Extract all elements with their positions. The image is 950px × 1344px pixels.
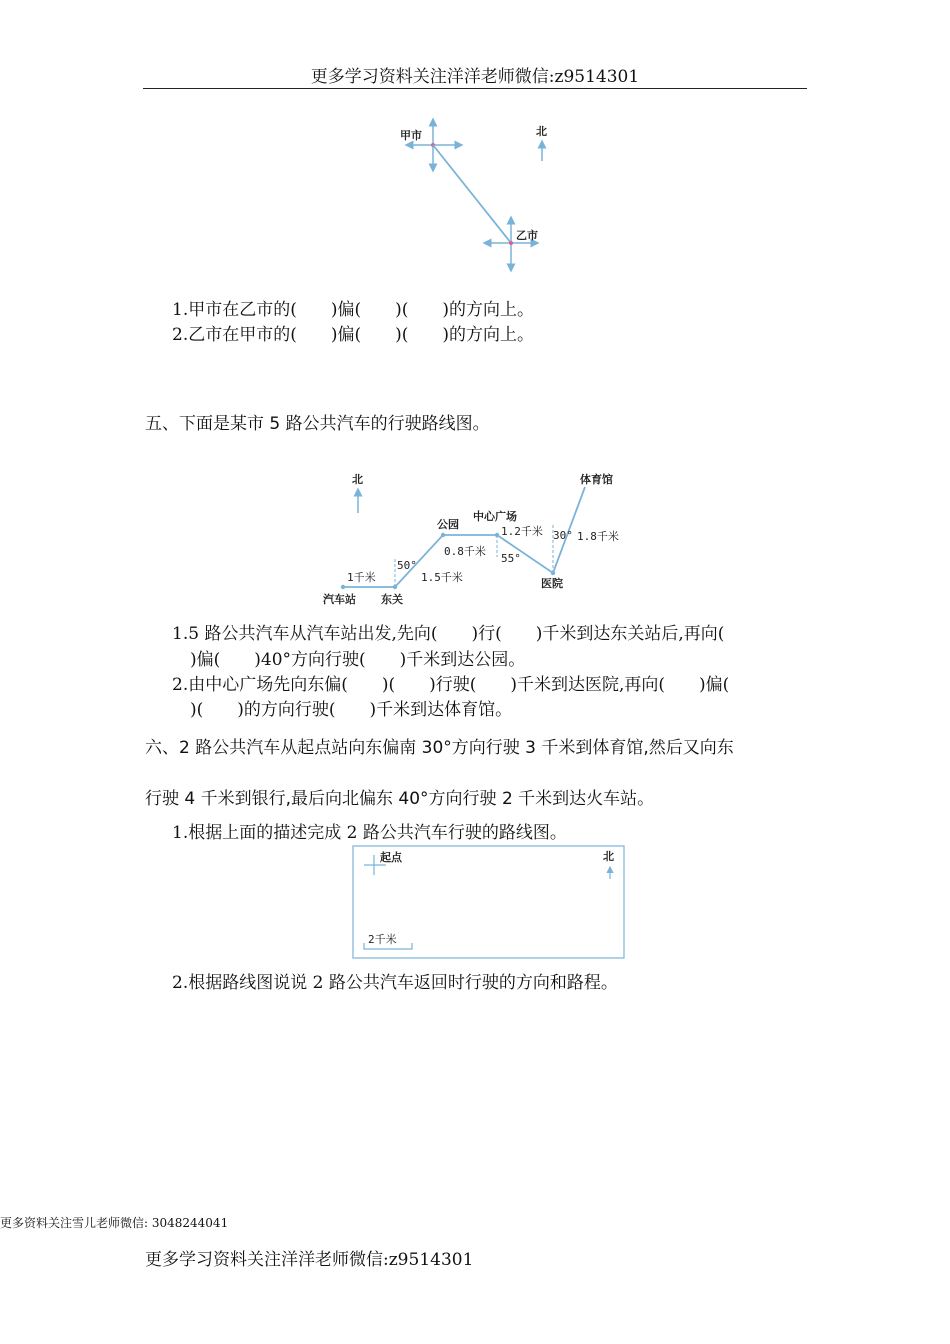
stadium-label: 体育馆 bbox=[580, 473, 613, 486]
section6-question-1: 1.根据上面的描述完成 2 路公共汽车行驶的路线图。 bbox=[172, 823, 567, 843]
part4-question-1: 1.甲市在乙市的( )偏( )( )的方向上。 bbox=[172, 300, 535, 320]
section5-question-1a: 1.5 路公共汽车从汽车站出发,先向( )行( )千米到达东关站后,再向( bbox=[172, 624, 725, 644]
start-point-label: 起点 bbox=[380, 851, 402, 864]
distance-1-label: 1千米 bbox=[347, 571, 376, 584]
route-line bbox=[433, 145, 511, 243]
header-rule bbox=[143, 88, 807, 89]
bus-route-map bbox=[315, 465, 645, 610]
angle-2-label: 55° bbox=[501, 552, 521, 565]
city-b-label: 乙市 bbox=[516, 229, 538, 242]
section5-question-1b: )偏( )40°方向行驶( )千米到达公园。 bbox=[190, 650, 526, 670]
page-header: 更多学习资料关注洋洋老师微信:z9514301 bbox=[310, 67, 640, 87]
footer-left: 更多资料关注雪儿老师微信: 3048244041 bbox=[0, 1216, 229, 1230]
distance-2-label: 1.5千米 bbox=[421, 571, 463, 584]
bus-station-dot bbox=[341, 585, 345, 589]
bus-station-label: 汽车站 bbox=[323, 593, 356, 606]
park-label: 公园 bbox=[437, 518, 459, 531]
angle-3-label: 30° bbox=[553, 529, 573, 542]
section6-line-1: 六、2 路公共汽车从起点站向东偏南 30°方向行驶 3 千米到体育馆,然后又向东 bbox=[145, 738, 734, 758]
footer-main: 更多学习资料关注洋洋老师微信:z9514301 bbox=[145, 1250, 474, 1270]
city-b-dot bbox=[509, 241, 513, 245]
distance-3-label: 0.8千米 bbox=[444, 545, 486, 558]
north-label: 北 bbox=[352, 473, 363, 486]
section6-question-2: 2.根据路线图说说 2 路公共汽车返回时行驶的方向和路程。 bbox=[172, 973, 618, 993]
park-dot bbox=[441, 533, 445, 537]
square-dot bbox=[495, 533, 499, 537]
route-drawing-box bbox=[352, 845, 627, 961]
center-square-label: 中心广场 bbox=[473, 510, 517, 523]
section6-line-2: 行驶 4 千米到银行,最后向北偏东 40°方向行驶 2 千米到达火车站。 bbox=[145, 789, 655, 809]
part4-question-2: 2.乙市在甲市的( )偏( )( )的方向上。 bbox=[172, 325, 535, 345]
east-pass-dot bbox=[393, 585, 397, 589]
scale-label: 2千米 bbox=[368, 933, 397, 946]
east-pass-label: 东关 bbox=[381, 593, 403, 606]
distance-4-label: 1.2千米 bbox=[501, 525, 543, 538]
north-label: 北 bbox=[603, 850, 614, 863]
section5-question-2a: 2.由中心广场先向东偏( )( )行驶( )千米到达医院,再向( )偏( bbox=[172, 675, 730, 695]
route-polyline bbox=[343, 487, 585, 587]
north-label: 北 bbox=[536, 125, 547, 138]
distance-5-label: 1.8千米 bbox=[577, 530, 619, 543]
hospital-label: 医院 bbox=[541, 577, 563, 590]
angle-1-label: 50° bbox=[397, 559, 417, 572]
hospital-dot bbox=[551, 571, 555, 575]
city-direction-map bbox=[380, 115, 580, 280]
city-a-label: 甲市 bbox=[400, 129, 422, 142]
section5-question-2b: )( )的方向行驶( )千米到达体育馆。 bbox=[190, 700, 513, 720]
section5-title: 五、下面是某市 5 路公共汽车的行驶路线图。 bbox=[145, 414, 490, 434]
